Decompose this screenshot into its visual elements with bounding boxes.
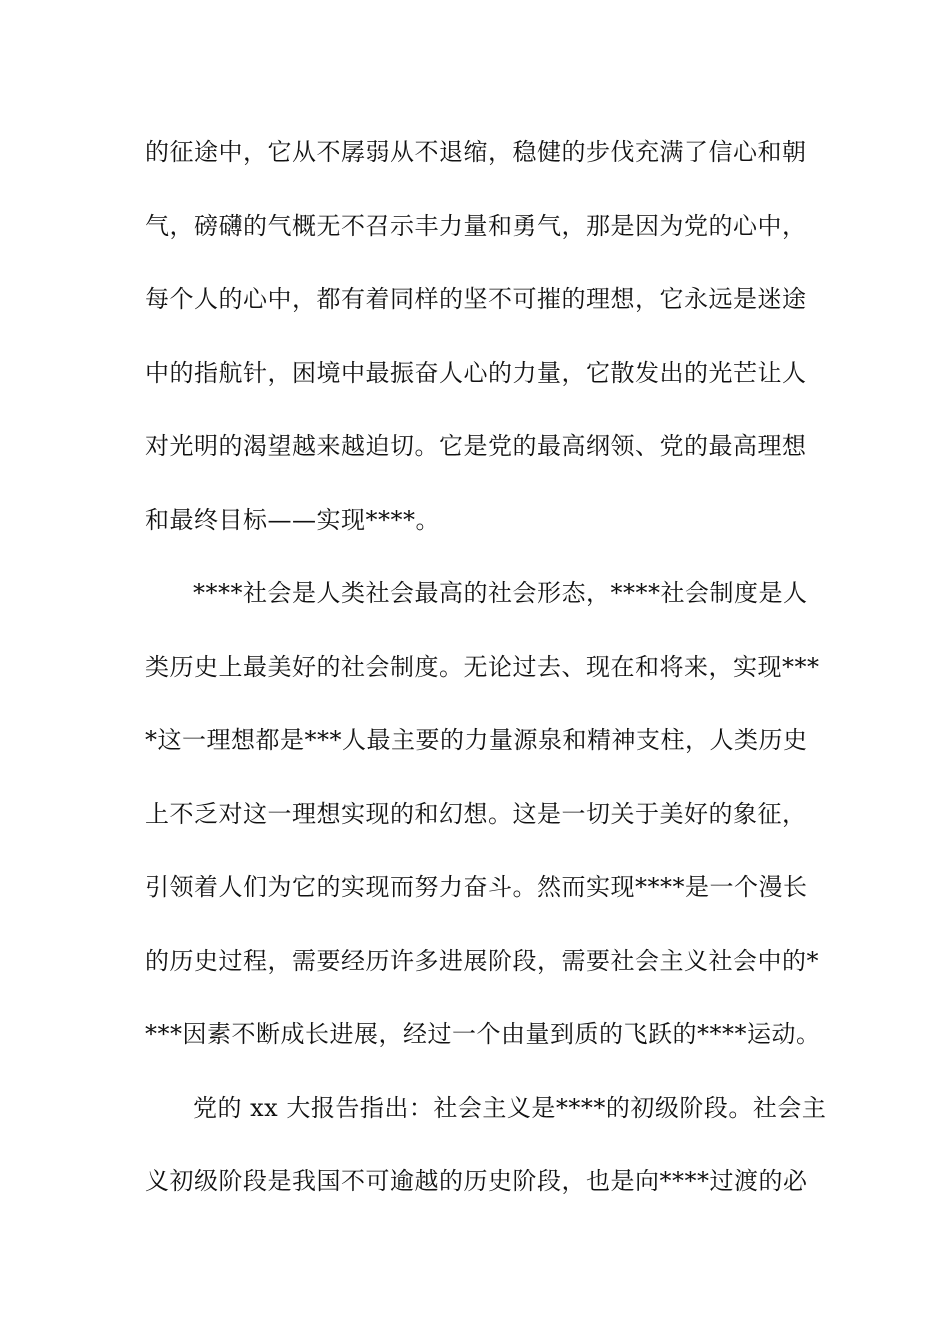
text-line: 义初级阶段是我国不可逾越的历史阶段，也是向****过渡的必 <box>145 1167 808 1195</box>
document-body <box>145 128 827 1231</box>
text-line: 类历史上最美好的社会制度。无论过去、现在和将来，实现*** <box>145 652 820 681</box>
text-line: 对光明的渴望越来越迫切。它是党的最高纲领、党的最高理想 <box>145 432 807 460</box>
text-line: 引领着人们为它的实现而努力奋斗。然而实现****是一个漫长 <box>145 873 808 901</box>
text-line: 的历史过程，需要经历许多进展阶段，需要社会主义社会中的* <box>145 946 819 975</box>
text-line: 气，磅礴的气概无不召示丰力量和勇气，那是因为党的心中， <box>145 211 807 240</box>
text-line: ***因素不断成长进展，经过一个由量到质的飞跃的****运动。 <box>145 1020 821 1048</box>
text-line: 的征途中，它从不孱弱从不退缩，稳健的步伐充满了信心和朝 <box>145 138 807 166</box>
paragraph-start-line: 党的 xx 大报告指出：社会主义是****的初级阶段。社会主 <box>193 1093 827 1122</box>
text-line: *这一理想都是***人最主要的力量源泉和精神支柱，人类历史 <box>145 726 808 754</box>
paragraph-start-line: ****社会是人类社会最高的社会形态，****社会制度是人 <box>193 579 808 607</box>
text-line: 和最终目标——实现****。 <box>145 505 440 534</box>
text-line: 上不乏对这一理想实现的和幻想。这是一切关于美好的象征， <box>145 799 807 828</box>
text-line: 每个人的心中，都有着同样的坚不可摧的理想，它永远是迷途 <box>145 285 807 313</box>
text-line: 中的指航针，困境中最振奋人心的力量，它散发出的光芒让人 <box>145 358 807 387</box>
